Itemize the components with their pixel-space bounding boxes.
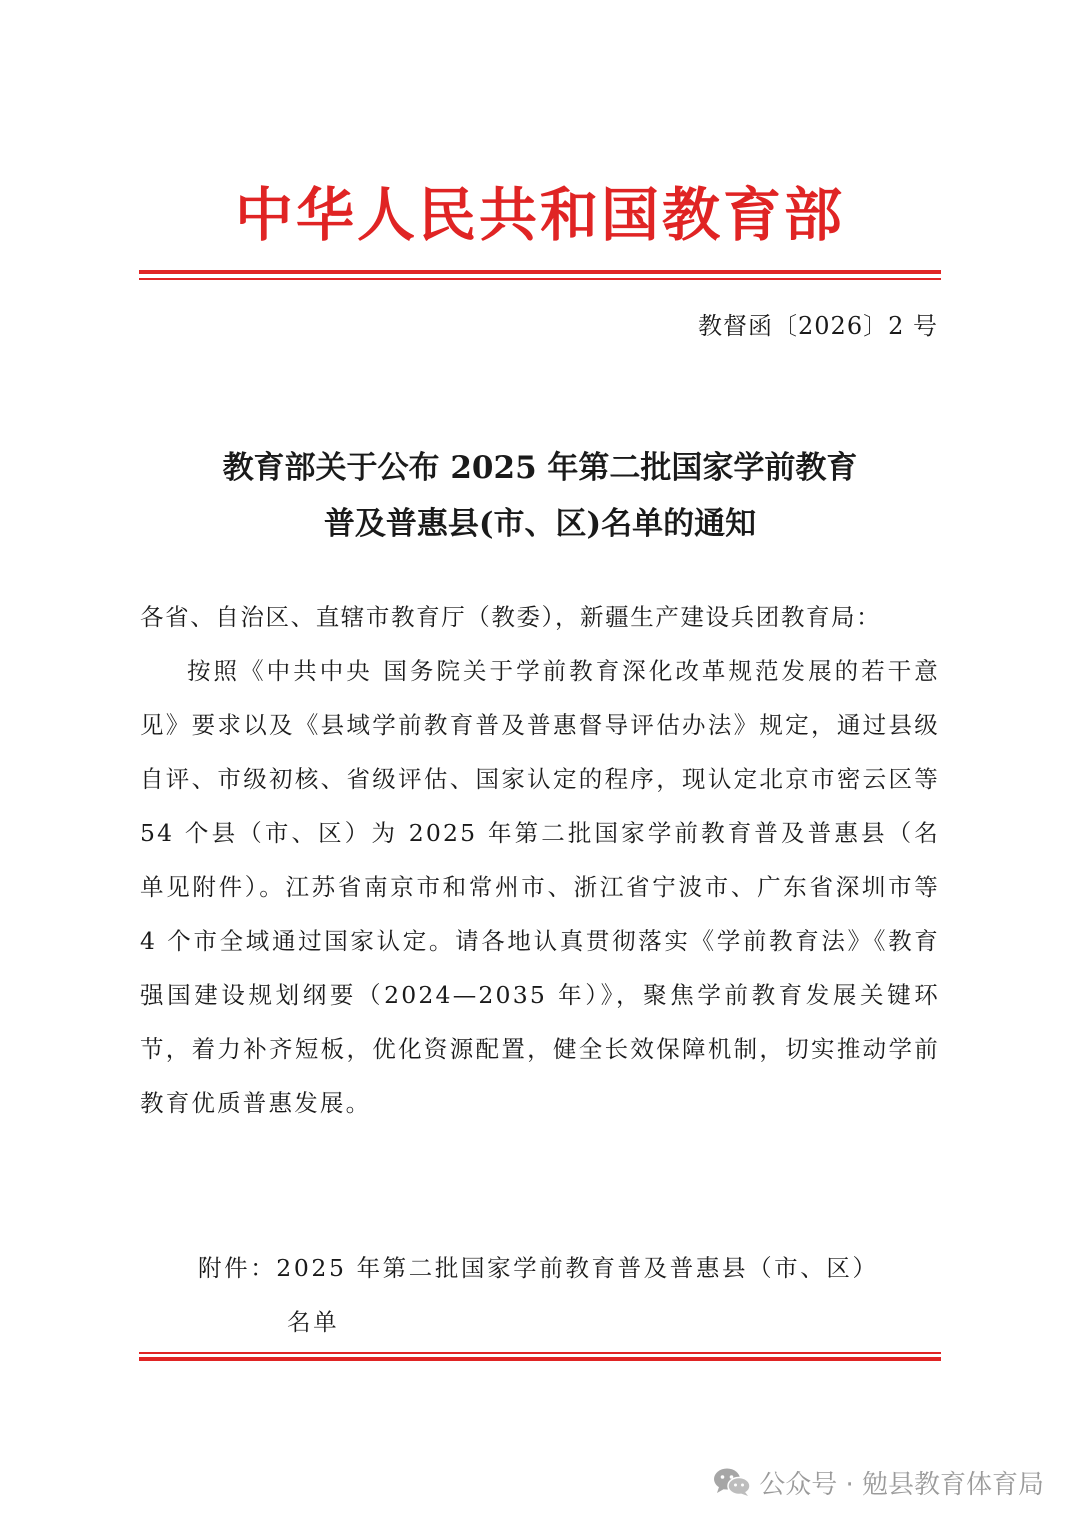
account-watermark — [713, 1462, 1044, 1502]
header-red-rule-thick — [139, 270, 941, 274]
footer-red-rule-thick — [139, 1357, 941, 1361]
wechat-icon — [713, 1467, 751, 1497]
attachment-line-2: 名单 — [287, 1308, 340, 1336]
header-red-rule-thin — [139, 278, 941, 280]
footer-red-rule-thin — [139, 1352, 941, 1354]
attachment-note — [198, 1241, 940, 1349]
issuer-masthead: 中华人民共和国教育部 — [234, 181, 845, 249]
document-number: 教督函〔2026〕2 号 — [698, 312, 938, 340]
account-name: 公众号 · 勉县教育体育局 — [759, 1469, 1044, 1500]
main-paragraph: 按照《中共中央 国务院关于学前教育深化改革规范发展的若干意见》要求以及《县域学前教育普及普惠督导评估办法》规定，通过县级自评、市级初核、省级评估、国家认定的程序，现认定北京市密云区等 54 个县（市、区）为 2025 年第二批国家学前教育普及普惠县（名单见附件）。江苏省南京市和常州市、浙江省宁波市、广东省深圳市等 4 个市全域通过国家认定。请各地认真贯彻落实《学前教育法》《教育强国建设规划纲要（2024—2035 年）》，聚焦学前教育发展关键环节，着力补齐短板，优化资源配置，健全长效保障机制，切实推动学前教育优质普惠发展。 — [140, 657, 940, 1117]
attachment-line-1: 附件：2025 年第二批国家学前教育普及普惠县（市、区） — [198, 1254, 879, 1282]
salutation: 各省、自治区、直辖市教育厅（教委），新疆生产建设兵团教育局： — [140, 603, 882, 631]
document-title-line-1: 教育部关于公布 2025 年第二批国家学前教育 — [222, 450, 858, 486]
document-title — [140, 440, 940, 552]
document-title-line-2: 普及普惠县(市、区)名单的通知 — [323, 506, 757, 542]
